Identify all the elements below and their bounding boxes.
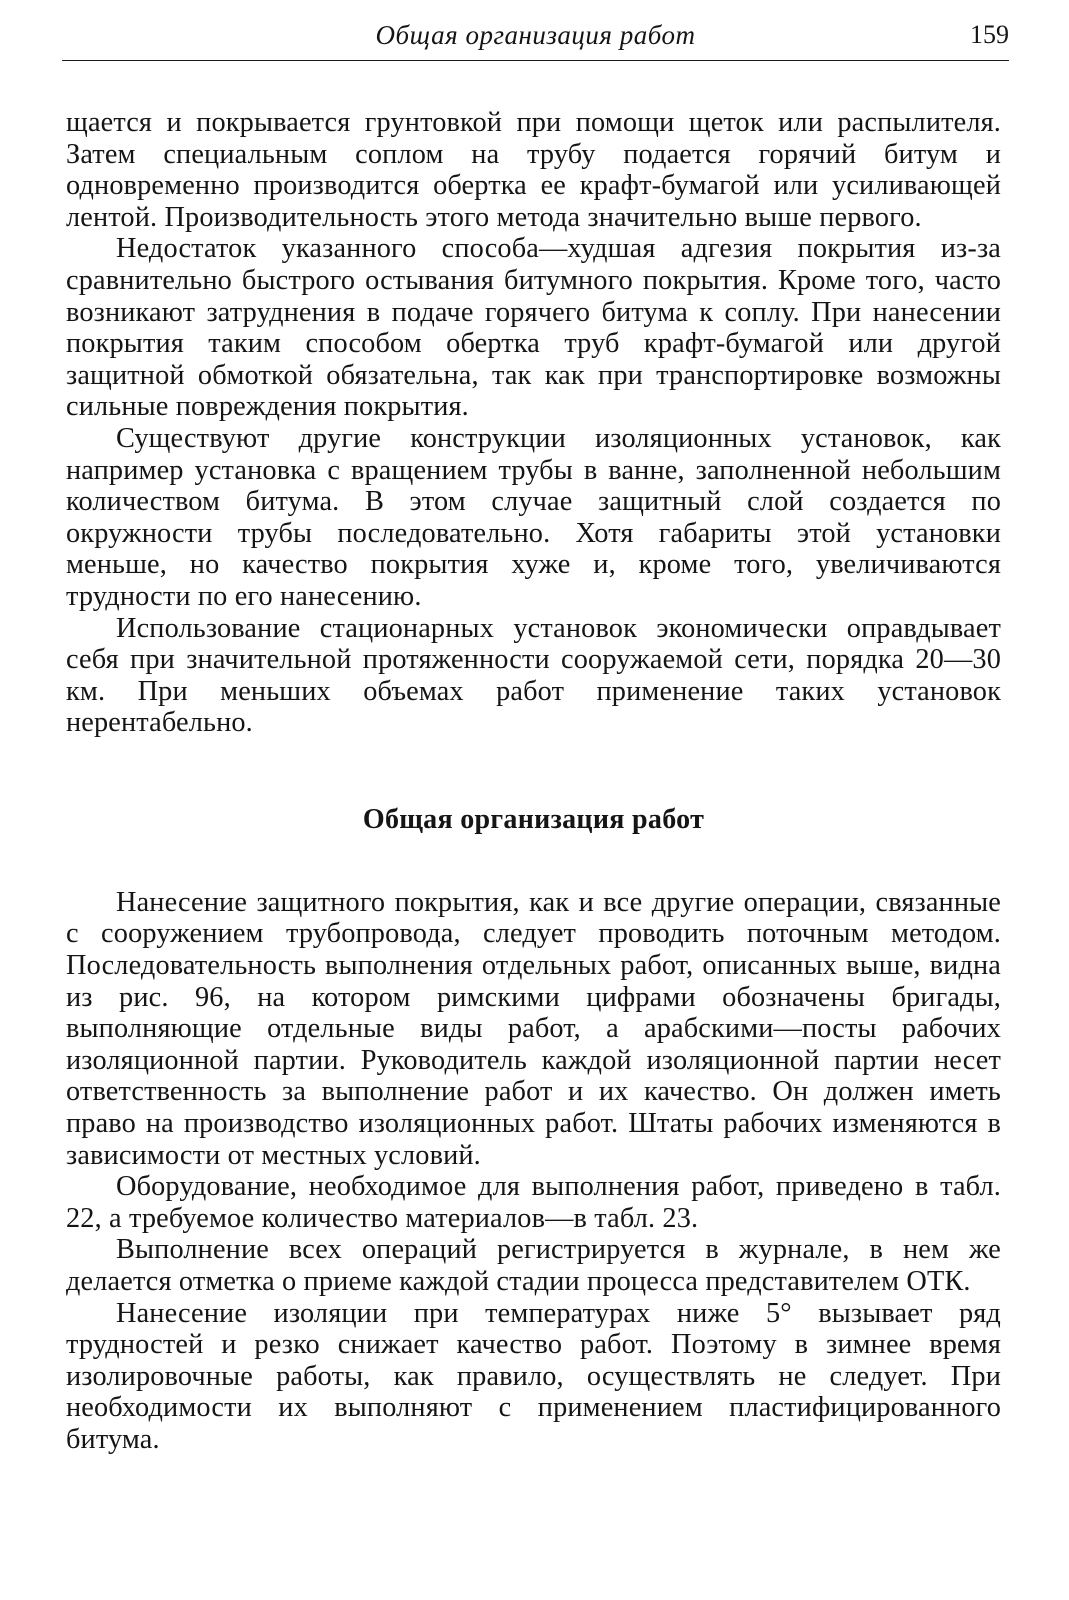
paragraph-equipment: Оборудование, необходимое для выполнения работ, приведено в табл. 22, а требуемое количество материалов—в табл. 23. (66, 1171, 1001, 1234)
paragraph-drawback: Недостаток указанного способа—худшая адгезия покрытия из-за сравнительно быстрого остывания битумного покрытия. Кроме того, часто возникают затруднения в подаче горячего битума к соплу. При нанесении покрытия таким способом обертка труб крафт-бумагой или другой защитной обмоткой обязательна, так как при транспортировке возможны сильные повреждения покрытия. (66, 233, 1001, 423)
paragraph-flow-method: Нанесение защитного покрытия, как и все другие операции, связанные с сооружением трубопровода, следует проводить поточным методом. Последовательность выполнения отдельных работ, описанных выше, видна из рис. 96, на котором римскими цифрами обозначены бригады, выполняющие отдельные виды работ, а арабскими—посты рабочих изоляционной партии. Руководитель каждой изоляционной партии несет ответственность за выполнение работ и их качество. Он должен иметь право на производство изоляционных работ. Штаты рабочих изменяются в зависимости от местных условий. (66, 886, 1001, 1171)
paragraph-continued: щается и покрывается грунтовкой при помощи щеток или распылителя. Затем специальным соплом на трубу подается горячий битум и одновременно производится обертка ее крафт-бумагой или усиливающей лентой. Производительность этого метода значительно выше первого. (66, 107, 1001, 233)
paragraph-stationary-installations: Использование стационарных установок экономически оправдывает себя при значительной протяженности сооружаемой сети, порядка 20—30 км. При меньших объемах работ применение таких установок нерентабельно. (66, 612, 1001, 739)
running-header (62, 14, 1009, 61)
section-heading: Общая организация работ (362, 803, 705, 835)
page-number: 159 (970, 20, 1009, 49)
paragraph-journal: Выполнение всех операций регистрируется в журнале, в нем же делается отметка о приеме каждой стадии процесса представителем ОТК. (66, 1234, 1001, 1297)
paragraph-other-installations: Существуют другие конструкции изоляционных установок, как например установка с вращением трубы в ванне, заполненной небольшим количеством битума. В этом случае защитный слой создается по окружности трубы последовательно. Хотя габариты этой установки меньше, но качество покрытия хуже и, кроме того, увеличиваются трудности по его нанесению. (66, 422, 1001, 612)
paragraph-low-temperature: Нанесение изоляции при температурах ниже 5° вызывает ряд трудностей и резко снижает качество работ. Поэтому в зимнее время изолировочные работы, как правило, осуществлять не следует. При необходимости их выполняют с применением пластифицированного битума. (66, 1297, 1001, 1455)
page-body (66, 107, 1001, 1456)
running-title: Общая организация работ (375, 20, 696, 50)
